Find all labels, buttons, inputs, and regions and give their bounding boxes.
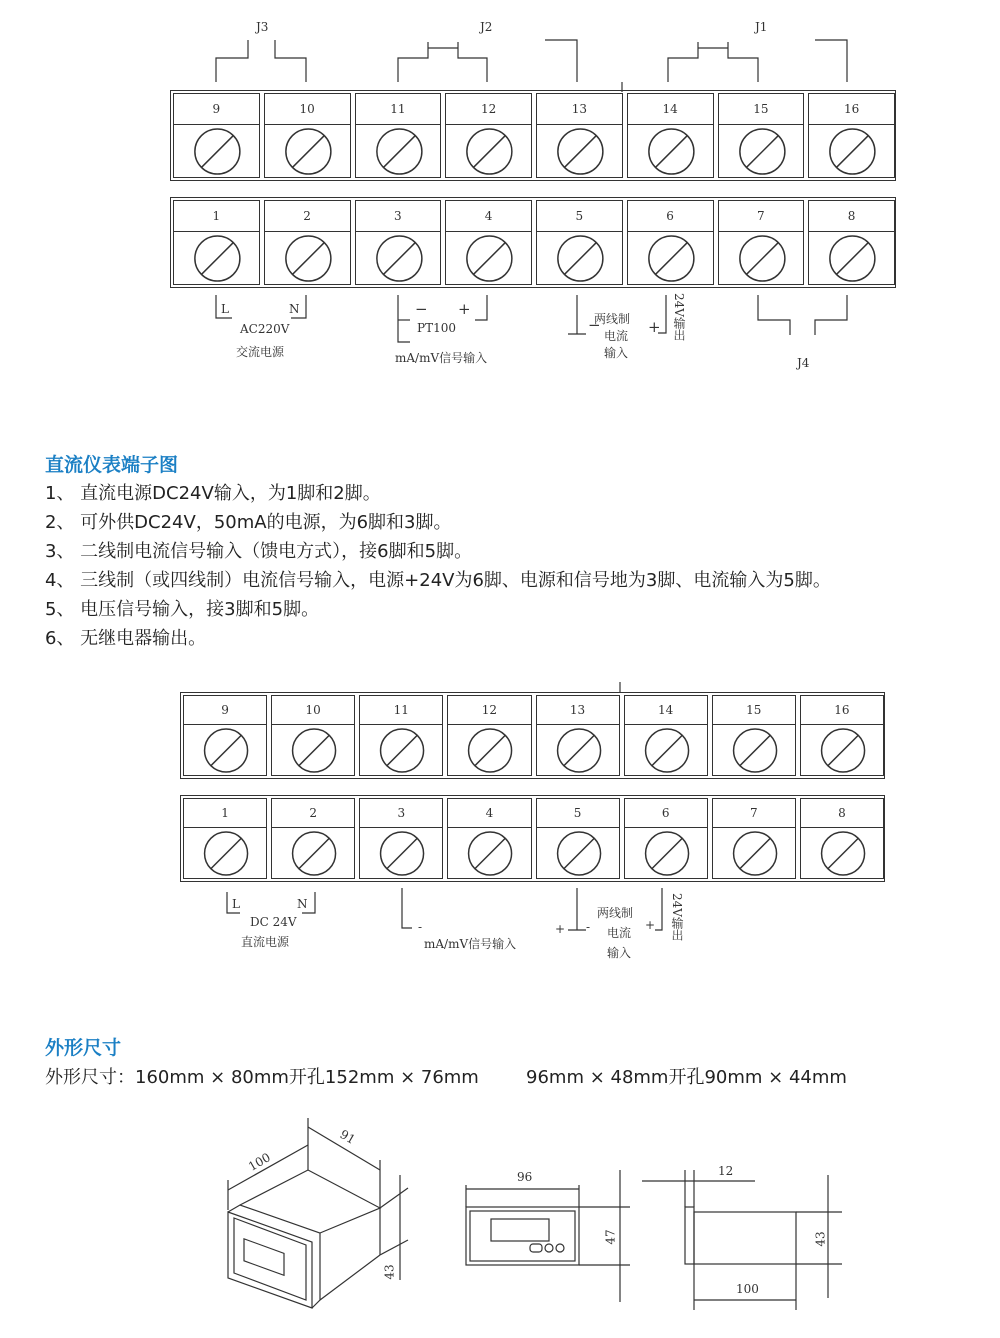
terminal-number: 12 (448, 696, 530, 725)
dc-note-1: 1、 直流电源DC24V输入，为1脚和2脚。 (45, 483, 381, 504)
ac-l-label: L (221, 302, 229, 316)
terminal-number: 14 (628, 94, 713, 125)
front-dim-96: 96 (517, 1170, 533, 1184)
front-dim-47: 47 (603, 1229, 618, 1245)
screw-icon (448, 827, 532, 880)
jumper-j4-label: J4 (797, 356, 810, 370)
iso-dim-91: 91 (337, 1127, 358, 1147)
dc-2w-plus: + (645, 918, 656, 932)
dc-2w-outer-plus: + (555, 922, 566, 936)
terminal-12 (447, 695, 531, 776)
ac-24v-output-label: 24V输出 (672, 293, 686, 341)
terminal-7 (712, 798, 796, 879)
terminal-number: 13 (537, 696, 619, 725)
dimensions-line-b: 96mm × 48mm开孔90mm × 44mm (526, 1067, 847, 1088)
dc-terminal-row-bottom (180, 795, 885, 882)
terminal-number: 3 (356, 201, 441, 232)
terminal-number: 7 (713, 799, 795, 828)
screw-icon (537, 827, 621, 880)
dc-24v-output-label: 24V输出 (670, 893, 684, 941)
terminal-number: 7 (719, 201, 804, 232)
dc-note-4: 4、 三线制（或四线制）电流信号输入，电源+24V为6脚、电源和信号地为3脚、电流输入为5脚。 (45, 570, 831, 591)
terminal-number: 11 (356, 94, 441, 125)
screw-icon (272, 827, 356, 880)
screw-icon (448, 724, 532, 777)
terminal-number: 16 (809, 94, 894, 125)
terminal-11 (359, 695, 443, 776)
side-dim-43: 43 (813, 1231, 828, 1247)
ac-power-voltage: AC220V (240, 322, 290, 336)
screw-icon (625, 827, 709, 880)
terminal-16 (800, 695, 884, 776)
jumper-j2-label: J2 (480, 20, 493, 34)
terminal-number: 5 (537, 201, 622, 232)
terminal-number: 2 (265, 201, 350, 232)
dc-two-wire-3: 输入 (607, 946, 632, 960)
ac-2w-plus: + (648, 318, 661, 336)
dc-power-name: 直流电源 (241, 935, 290, 949)
terminal-number: 3 (360, 799, 442, 828)
screw-icon (184, 724, 268, 777)
terminal-6 (624, 798, 708, 879)
terminal-number: 12 (446, 94, 531, 125)
terminal-number: 16 (801, 696, 883, 725)
dc-terminal-row-top (180, 692, 885, 779)
terminal-number: 4 (448, 799, 530, 828)
dc-2w-minus: - (586, 920, 591, 934)
side-dim-12: 12 (718, 1164, 734, 1178)
dc-two-wire-1: 两线制 (597, 906, 634, 920)
screw-icon (537, 724, 621, 777)
terminal-number: 15 (713, 696, 795, 725)
ac-power-name: 交流电源 (236, 345, 285, 359)
dc-l-label: L (232, 897, 240, 911)
ac-signal-input-label: mA/mV信号输入 (395, 351, 488, 365)
screw-icon (360, 724, 444, 777)
jumper-j3-label: J3 (256, 20, 269, 34)
terminal-number: 4 (446, 201, 531, 232)
terminal-number: 8 (809, 201, 894, 232)
terminal-number: 1 (174, 201, 259, 232)
ac-2w-minus: − (588, 316, 601, 334)
screw-icon (272, 724, 356, 777)
terminal-number: 1 (184, 799, 266, 828)
terminal-14 (624, 695, 708, 776)
terminal-number: 10 (272, 696, 354, 725)
screw-icon (713, 724, 797, 777)
terminal-4 (447, 798, 531, 879)
ac-two-wire-3: 输入 (604, 346, 629, 360)
ac-two-wire-2: 电流 (604, 329, 629, 343)
screw-icon (801, 724, 885, 777)
terminal-number: 8 (801, 799, 883, 828)
screw-icon (625, 724, 709, 777)
ac-pt-plus: + (458, 300, 471, 318)
terminal-number: 10 (265, 94, 350, 125)
terminal-number: 6 (628, 201, 713, 232)
dc-two-wire-2: 电流 (607, 926, 632, 940)
terminal-number: 11 (360, 696, 442, 725)
screw-icon (360, 827, 444, 880)
terminal-8 (800, 798, 884, 879)
screw-icon (184, 827, 268, 880)
dc-note-2: 2、 可外供DC24V，50mA的电源，为6脚和3脚。 (45, 512, 452, 533)
dc-note-3: 3、 二线制电流信号输入（馈电方式），接6脚和5脚。 (45, 541, 473, 562)
dc-signal-input-label: mA/mV信号输入 (424, 937, 517, 951)
dimensions-title: 外形尺寸 (45, 1037, 122, 1059)
terminal-9 (183, 695, 267, 776)
terminal-number: 9 (174, 94, 259, 125)
terminal-13 (536, 695, 620, 776)
terminal-10 (271, 695, 355, 776)
terminal-number: 14 (625, 696, 707, 725)
dc-power-voltage: DC 24V (250, 915, 297, 929)
terminal-number: 2 (272, 799, 354, 828)
terminal-number: 6 (625, 799, 707, 828)
screw-icon (713, 827, 797, 880)
ac-n-label: N (289, 302, 300, 316)
jumper-j1-label: J1 (755, 20, 768, 34)
ac-pt100-label: PT100 (417, 321, 456, 335)
terminal-number: 13 (537, 94, 622, 125)
side-dim-100: 100 (736, 1282, 759, 1296)
terminal-number: 9 (184, 696, 266, 725)
dc-section-title: 直流仪表端子图 (45, 454, 179, 476)
terminal-1 (183, 798, 267, 879)
terminal-3 (359, 798, 443, 879)
terminal-2 (271, 798, 355, 879)
iso-dim-43: 43 (382, 1264, 397, 1280)
terminal-number: 15 (719, 94, 804, 125)
dimensions-line-a: 外形尺寸：160mm × 80mm开孔152mm × 76mm (45, 1067, 479, 1088)
terminal-number: 5 (537, 799, 619, 828)
dc-signal-minus: - (418, 920, 423, 934)
ac-pt-minus: − (415, 300, 428, 318)
ac-two-wire-1: 两线制 (594, 312, 631, 326)
dc-note-6: 6、 无继电器输出。 (45, 628, 207, 649)
screw-icon (801, 827, 885, 880)
dc-n-label: N (297, 897, 308, 911)
iso-dim-100: 100 (246, 1150, 273, 1174)
terminal-5 (536, 798, 620, 879)
terminal-15 (712, 695, 796, 776)
dc-note-5: 5、 电压信号输入，接3脚和5脚。 (45, 599, 320, 620)
